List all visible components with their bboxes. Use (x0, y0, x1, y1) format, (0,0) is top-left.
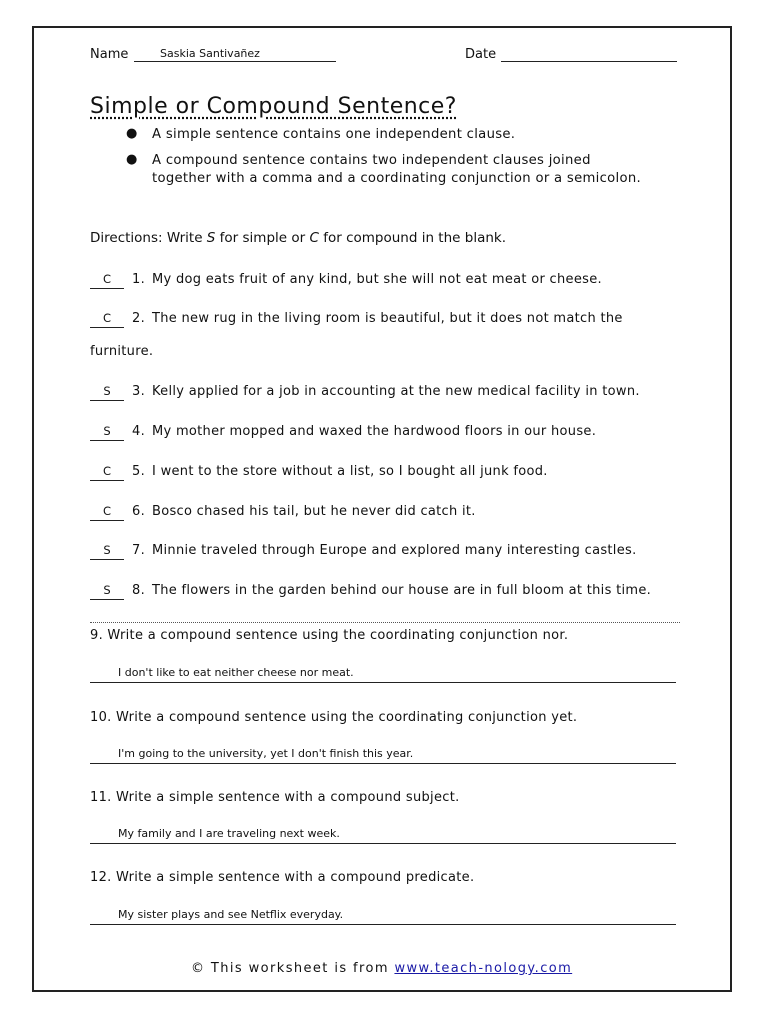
item-number: 1. (132, 272, 146, 287)
writing-prompt-11: 11. Write a simple sentence with a compound subject. (90, 790, 460, 805)
date-label: Date (465, 47, 497, 62)
item-text: My mother mopped and waxed the hardwood floors in our house. (152, 424, 597, 439)
answer-blank-3[interactable]: S (90, 385, 124, 401)
item-text: Bosco chased his tail, but he never did catch it. (152, 504, 476, 519)
answer-blank-2[interactable]: C (90, 312, 124, 328)
answer-blank-4[interactable]: S (90, 425, 124, 441)
item-text: My dog eats fruit of any kind, but she will not eat meat or cheese. (152, 272, 602, 287)
answer-blank-6[interactable]: C (90, 505, 124, 521)
writing-answer-9[interactable] (90, 666, 676, 683)
name-label: Name (90, 47, 129, 62)
answer-blank-7[interactable]: S (90, 544, 124, 560)
name-value: Saskia Santivañez (160, 47, 260, 60)
item-text-continued: furniture. (90, 344, 154, 359)
directions (90, 230, 506, 246)
writing-answer-11[interactable] (90, 827, 676, 844)
item-number: 5. (132, 464, 146, 479)
writing-answer-10[interactable] (90, 747, 676, 764)
answer-blank-5[interactable]: C (90, 465, 124, 481)
directions-s-letter: S (206, 230, 216, 246)
writing-answer-12[interactable] (90, 908, 676, 925)
directions-suffix: for compound in the blank. (318, 230, 507, 246)
item-number: 6. (132, 504, 146, 519)
name-field[interactable] (134, 47, 336, 62)
directions-c-letter: C (309, 230, 319, 246)
rule-simple: A simple sentence contains one independent clause. (152, 127, 516, 142)
writing-answer-12-text: My sister plays and see Netflix everyday. (118, 908, 344, 921)
bullet-icon: ● (126, 152, 138, 167)
answer-blank-1[interactable]: C (90, 273, 124, 289)
rule-compound: A compound sentence contains two independent clauses joined together with a comma and a coordinating conjunction or a semicolon. (152, 153, 641, 186)
directions-prefix: Directions: Write (90, 230, 207, 246)
item-text: The new rug in the living room is beautiful, but it does not match the (152, 311, 623, 326)
writing-answer-9-text: I don't like to eat neither cheese nor meat. (118, 666, 354, 679)
writing-answer-11-text: My family and I are traveling next week. (118, 827, 340, 840)
writing-prompt-9: 9. Write a compound sentence using the coordinating conjunction nor. (90, 628, 569, 643)
item-number: 4. (132, 424, 146, 439)
bullet-icon: ● (126, 126, 138, 141)
item-text: Kelly applied for a job in accounting at the new medical facility in town. (152, 384, 640, 399)
item-number: 2. (132, 311, 146, 326)
section-divider (90, 622, 680, 623)
footer-link[interactable]: www.teach-nology.com (394, 961, 573, 976)
item-text: The flowers in the garden behind our house are in full bloom at this time. (152, 583, 652, 598)
item-number: 7. (132, 543, 146, 558)
item-number: 3. (132, 384, 146, 399)
item-text: I went to the store without a list, so I bought all junk food. (152, 464, 548, 479)
item-text: Minnie traveled through Europe and explored many interesting castles. (152, 543, 637, 558)
footer-text: © This worksheet is from (191, 961, 395, 976)
writing-prompt-12: 12. Write a simple sentence with a compound predicate. (90, 870, 475, 885)
footer (191, 961, 572, 976)
directions-middle: for simple or (215, 230, 310, 246)
writing-prompt-10: 10. Write a compound sentence using the coordinating conjunction yet. (90, 710, 578, 725)
date-field[interactable] (501, 47, 677, 62)
page-title: Simple or Compound Sentence? (90, 94, 457, 119)
writing-answer-10-text: I'm going to the university, yet I don't finish this year. (118, 747, 414, 760)
item-number: 8. (132, 583, 146, 598)
answer-blank-8[interactable]: S (90, 584, 124, 600)
